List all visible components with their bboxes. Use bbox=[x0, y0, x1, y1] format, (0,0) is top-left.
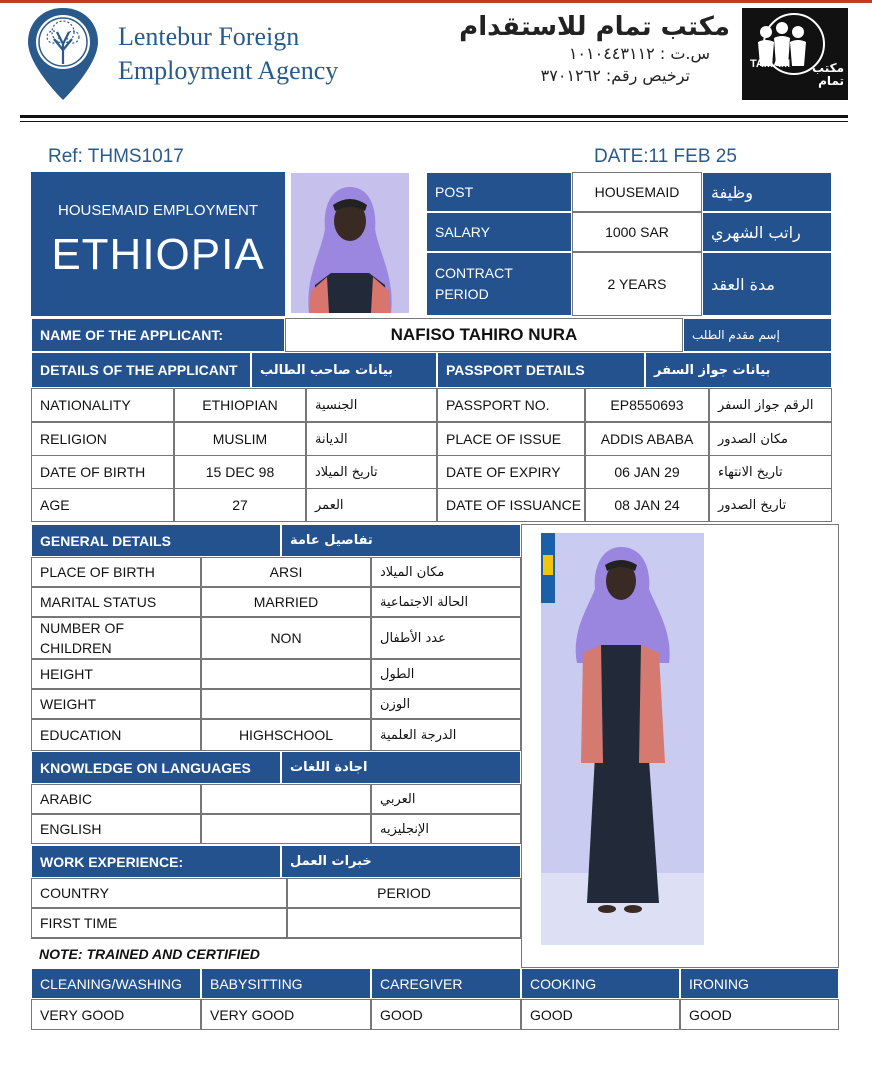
arabic-license-number: ترخيص رقم: ٣٧٠١٢٦٢ bbox=[540, 66, 690, 85]
passport-value: 08 JAN 24 bbox=[585, 488, 709, 522]
language-level bbox=[201, 784, 371, 814]
skill-name: IRONING bbox=[680, 968, 839, 999]
skill-level: VERY GOOD bbox=[31, 999, 201, 1030]
languages-header-arabic: اجادة اللغات bbox=[281, 751, 521, 784]
detail-value: 27 bbox=[174, 488, 306, 522]
passport-value: 06 JAN 29 bbox=[585, 455, 709, 489]
banner-subtitle: HOUSEMAID EMPLOYMENT bbox=[57, 202, 259, 219]
detail-label: NATIONALITY bbox=[31, 388, 174, 422]
skill-name: COOKING bbox=[521, 968, 680, 999]
skill-name: CLEANING/WASHING bbox=[31, 968, 201, 999]
post-value: HOUSEMAID bbox=[572, 172, 702, 212]
general-label: HEIGHT bbox=[31, 659, 201, 689]
skill-level: GOOD bbox=[371, 999, 521, 1030]
detail-value: ETHIOPIAN bbox=[174, 388, 306, 422]
top-accent-line bbox=[0, 0, 872, 3]
salary-label: SALARY bbox=[426, 212, 572, 252]
language-label: ARABIC bbox=[31, 784, 201, 814]
general-arabic: الدرجة العلمية bbox=[371, 719, 521, 751]
detail-value: 15 DEC 98 bbox=[174, 455, 306, 489]
passport-arabic: مكان الصدور bbox=[709, 422, 832, 456]
general-value: HIGHSCHOOL bbox=[201, 719, 371, 751]
general-value bbox=[201, 689, 371, 719]
skill-level: VERY GOOD bbox=[201, 999, 371, 1030]
contract-period-value: 2 YEARS bbox=[572, 252, 702, 316]
general-value bbox=[201, 659, 371, 689]
general-arabic: الوزن bbox=[371, 689, 521, 719]
work-first-time-period bbox=[287, 908, 521, 938]
arabic-agency-title: مكتب تمام للاستقدام bbox=[459, 12, 730, 42]
passport-label: DATE OF ISSUANCE bbox=[437, 488, 585, 522]
detail-arabic: العمر bbox=[306, 488, 437, 522]
detail-label: AGE bbox=[31, 488, 174, 522]
general-value: ARSI bbox=[201, 557, 371, 587]
banner-country: ETHIOPIA bbox=[51, 230, 265, 279]
agency-name-line2: Employment Agency bbox=[118, 56, 339, 85]
work-period-label: PERIOD bbox=[287, 878, 521, 908]
general-arabic: الطول bbox=[371, 659, 521, 689]
general-arabic: مكان الميلاد bbox=[371, 557, 521, 587]
applicant-name-arabic: إسم مقدم الطلب bbox=[683, 318, 832, 352]
reference-number: Ref: THMS1017 bbox=[48, 146, 184, 167]
passport-header-arabic: بيانات جواز السفر bbox=[645, 352, 832, 388]
languages-header: KNOWLEDGE ON LANGUAGES bbox=[31, 751, 281, 784]
skill-name: BABYSITTING bbox=[201, 968, 371, 999]
training-note: NOTE: TRAINED AND CERTIFIED bbox=[31, 938, 521, 968]
detail-arabic: تاريخ الميلاد bbox=[306, 455, 437, 489]
agency-name bbox=[118, 20, 338, 88]
general-label: PLACE OF BIRTH bbox=[31, 557, 201, 587]
post-label: POST bbox=[426, 172, 572, 212]
skill-level: GOOD bbox=[521, 999, 680, 1030]
contract-period-arabic: مدة العقد bbox=[702, 252, 832, 316]
salary-value: 1000 SAR bbox=[572, 212, 702, 252]
contract-period-label: CONTRACT PERIOD bbox=[426, 252, 572, 316]
general-details-header-arabic: تفاصيل عامة bbox=[281, 524, 521, 557]
tree-pin-logo-icon bbox=[26, 6, 100, 102]
passport-arabic: تاريخ الانتهاء bbox=[709, 455, 832, 489]
applicant-full-body-photo bbox=[541, 533, 704, 945]
header-divider bbox=[20, 115, 848, 118]
arabic-cr-number: س.ت : ١٠١٠٤٤٣١١٢ bbox=[568, 44, 710, 63]
work-experience-header: WORK EXPERIENCE: bbox=[31, 845, 281, 878]
work-experience-header-arabic: خبرات العمل bbox=[281, 845, 521, 878]
tamam-logo-text: TAMAM bbox=[750, 58, 791, 70]
skill-name: CAREGIVER bbox=[371, 968, 521, 999]
language-level bbox=[201, 814, 371, 844]
tamam-logo bbox=[742, 8, 848, 100]
general-label: MARITAL STATUS bbox=[31, 587, 201, 617]
salary-arabic: راتب الشهري bbox=[702, 212, 832, 252]
applicant-name: NAFISO TAHIRO NURA bbox=[285, 318, 683, 352]
language-arabic: العربي bbox=[371, 784, 521, 814]
general-label: NUMBER OF CHILDREN bbox=[31, 617, 201, 659]
general-details-header: GENERAL DETAILS bbox=[31, 524, 281, 557]
agency-name-line1: Lentebur Foreign bbox=[118, 22, 300, 51]
work-first-time: FIRST TIME bbox=[31, 908, 287, 938]
general-value: MARRIED bbox=[201, 587, 371, 617]
passport-label: PLACE OF ISSUE bbox=[437, 422, 585, 456]
work-country-label: COUNTRY bbox=[31, 878, 287, 908]
document-date: DATE:11 FEB 25 bbox=[594, 146, 737, 167]
general-label: EDUCATION bbox=[31, 719, 201, 751]
passport-label: PASSPORT NO. bbox=[437, 388, 585, 422]
passport-value: ADDIS ABABA bbox=[585, 422, 709, 456]
passport-arabic: الرقم جواز السفر bbox=[709, 388, 832, 422]
details-header: DETAILS OF THE APPLICANT bbox=[31, 352, 251, 388]
passport-header: PASSPORT DETAILS bbox=[437, 352, 645, 388]
detail-arabic: الديانة bbox=[306, 422, 437, 456]
tamam-logo-arabic: مكتب تمام bbox=[811, 61, 844, 88]
detail-label: DATE OF BIRTH bbox=[31, 455, 174, 489]
passport-arabic: تاريخ الصدور bbox=[709, 488, 832, 522]
passport-label: DATE OF EXPIRY bbox=[437, 455, 585, 489]
country-banner bbox=[31, 172, 285, 316]
applicant-name-label: NAME OF THE APPLICANT: bbox=[31, 318, 285, 352]
details-header-arabic: بيانات صاحب الطالب bbox=[251, 352, 437, 388]
general-value: NON bbox=[201, 617, 371, 659]
post-arabic: وظيفة bbox=[702, 172, 832, 212]
language-arabic: الإنجليزيه bbox=[371, 814, 521, 844]
detail-label: RELIGION bbox=[31, 422, 174, 456]
language-label: ENGLISH bbox=[31, 814, 201, 844]
header-divider-thin bbox=[20, 121, 848, 122]
detail-value: MUSLIM bbox=[174, 422, 306, 456]
passport-value: EP8550693 bbox=[585, 388, 709, 422]
skill-level: GOOD bbox=[680, 999, 839, 1030]
general-arabic: عدد الأطفال bbox=[371, 617, 521, 659]
general-arabic: الحالة الاجتماعية bbox=[371, 587, 521, 617]
general-label: WEIGHT bbox=[31, 689, 201, 719]
applicant-portrait-photo bbox=[291, 173, 409, 313]
detail-arabic: الجنسية bbox=[306, 388, 437, 422]
